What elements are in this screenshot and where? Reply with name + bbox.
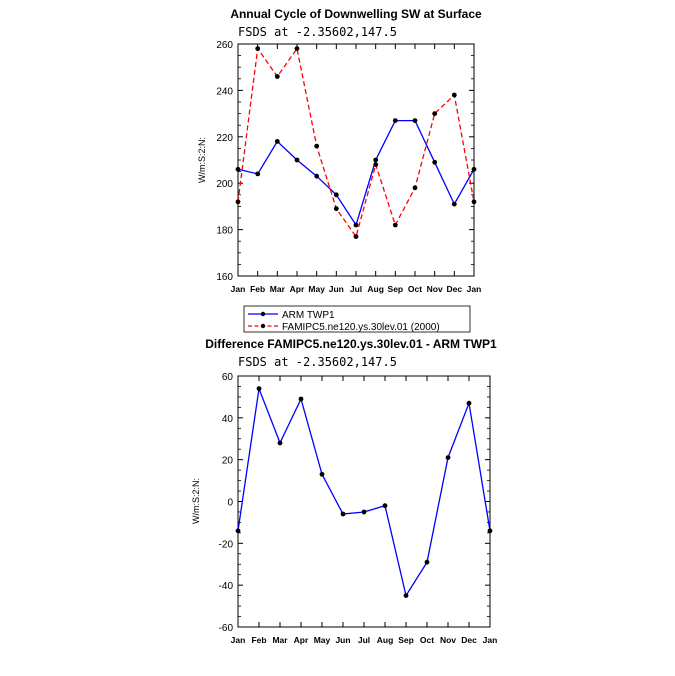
chart1-series-0-point [354, 223, 359, 228]
chart2-series-0-point [362, 510, 367, 515]
chart1-plot-frame [238, 44, 474, 276]
chart2-subtitle: FSDS at -2.35602,147.5 [238, 355, 397, 369]
legend-label-arm: ARM TWP1 [282, 310, 335, 321]
chart2-xtick-label: Jan [482, 635, 498, 645]
chart1-series-1-point [432, 111, 437, 116]
chart1-ytick-label: 180 [216, 225, 233, 237]
chart2-xtick-label: Mar [272, 635, 288, 645]
chart1-xtick-label: Apr [289, 284, 305, 294]
chart2-ytick-label: 40 [221, 413, 233, 425]
chart2-plot-frame [238, 376, 490, 627]
chart2-xtick-label: Jan [230, 635, 246, 645]
chart1-series-0-point [334, 192, 339, 197]
chart1-xtick-label: Jan [466, 284, 482, 294]
chart2-ytick-label: -60 [218, 623, 233, 634]
legend-marker-arm [261, 312, 265, 316]
chart1-ytick-label: 160 [216, 272, 233, 283]
chart1-series-1-line [238, 49, 474, 237]
chart1-series-0-line [238, 121, 474, 225]
chart1-series-0-point [275, 139, 280, 144]
chart2-ytick-label: 60 [221, 372, 233, 383]
chart2-ytick-label: -20 [218, 539, 233, 551]
chart2-xtick-label: Nov [439, 635, 457, 645]
chart1-subtitle: FSDS at -2.35602,147.5 [238, 25, 397, 39]
chart1-series-1-point [413, 185, 418, 190]
chart2-series-0-point [341, 512, 346, 517]
chart1-legend [244, 306, 470, 333]
chart1-series-1-point [334, 206, 339, 211]
legend-label-model: FAMIPC5.ne120.ys.30lev.01 (2000) [282, 322, 440, 333]
chart2-series-0-point [404, 593, 409, 598]
chart2-xtick-label: May [313, 635, 331, 645]
legend-marker-model [261, 324, 265, 328]
chart2-series-0-point [299, 397, 304, 402]
chart1-series-0-point [373, 158, 378, 163]
chart1-xtick-label: Oct [407, 284, 423, 294]
chart1-series-0-point [255, 172, 260, 177]
chart1-xtick-label: Feb [250, 284, 266, 294]
chart2-xtick-label: Aug [376, 635, 394, 645]
chart2-series-0-point [278, 441, 283, 446]
chart1-xtick-label: May [308, 284, 325, 294]
chart1-series-1-point [236, 199, 241, 204]
chart1-series-0-point [236, 167, 241, 172]
chart1-xtick-label: Mar [269, 284, 285, 294]
chart1-series-1-point [472, 199, 477, 204]
chart1-xtick-label: Jun [328, 284, 344, 294]
chart1-ytick-label: 200 [216, 179, 233, 191]
chart1-series-0-point [452, 202, 457, 207]
annual-cycle-chart [197, 7, 482, 333]
chart2-series-0-point [488, 528, 493, 533]
chart2-xtick-label: Sep [398, 635, 414, 645]
chart2-xtick-label: Oct [419, 635, 435, 645]
chart2-series-0-point [467, 401, 472, 406]
chart2-ytick-label: 20 [221, 455, 233, 467]
chart2-series-0-point [320, 472, 325, 477]
chart1-ytick-label: 220 [216, 132, 233, 144]
chart2-xtick-label: Feb [251, 635, 267, 645]
chart2-series-0-line [238, 389, 490, 596]
chart1-xtick-label: Sep [387, 284, 404, 294]
chart1-series-1-point [314, 144, 319, 149]
chart2-series-0-point [383, 503, 388, 508]
chart2-xtick-label: Dec [461, 635, 477, 645]
chart1-xtick-label: Jan [230, 284, 246, 294]
chart1-series-0-point [393, 118, 398, 123]
chart1-series-0-point [472, 167, 477, 172]
chart1-title: Annual Cycle of Downwelling SW at Surface [230, 7, 482, 21]
chart1-series-1-point [275, 74, 280, 79]
chart1-y-axis-label: W/m:S:2:N: [197, 136, 207, 184]
chart1-series-1-point [354, 234, 359, 239]
chart2-series-0-point [257, 386, 262, 391]
chart1-series-0-point [314, 174, 319, 179]
chart2-series-0-point [236, 528, 241, 533]
chart2-y-axis-label: W/m:S:2:N: [191, 477, 201, 525]
chart1-series-1-point [373, 162, 378, 167]
chart1-xtick-label: Nov [426, 284, 443, 294]
chart2-series-0-point [425, 560, 430, 565]
chart1-xtick-label: Jul [349, 284, 363, 294]
difference-chart [191, 337, 497, 645]
chart1-series-1-point [452, 93, 457, 98]
chart1-series-0-point [432, 160, 437, 165]
chart1-series-1-point [295, 46, 300, 51]
chart2-ytick-label: 0 [227, 497, 233, 509]
chart2-series-0-point [446, 455, 451, 460]
chart2-xtick-label: Jul [357, 635, 371, 645]
chart1-ytick-label: 240 [216, 86, 233, 98]
chart2-ytick-label: -40 [218, 581, 233, 593]
chart1-ytick-label: 260 [216, 40, 233, 51]
chart1-series-0-point [413, 118, 418, 123]
chart1-series-1-point [255, 46, 260, 51]
chart2-title: Difference FAMIPC5.ne120.ys.30lev.01 - ARM TWP1 [205, 337, 497, 351]
chart1-series-1-point [393, 223, 398, 228]
chart2-xtick-label: Jun [335, 635, 351, 645]
chart1-series-0-point [295, 158, 300, 163]
chart2-xtick-label: Apr [293, 635, 309, 645]
chart1-xtick-label: Dec [446, 284, 463, 294]
chart1-xtick-label: Aug [367, 284, 384, 294]
